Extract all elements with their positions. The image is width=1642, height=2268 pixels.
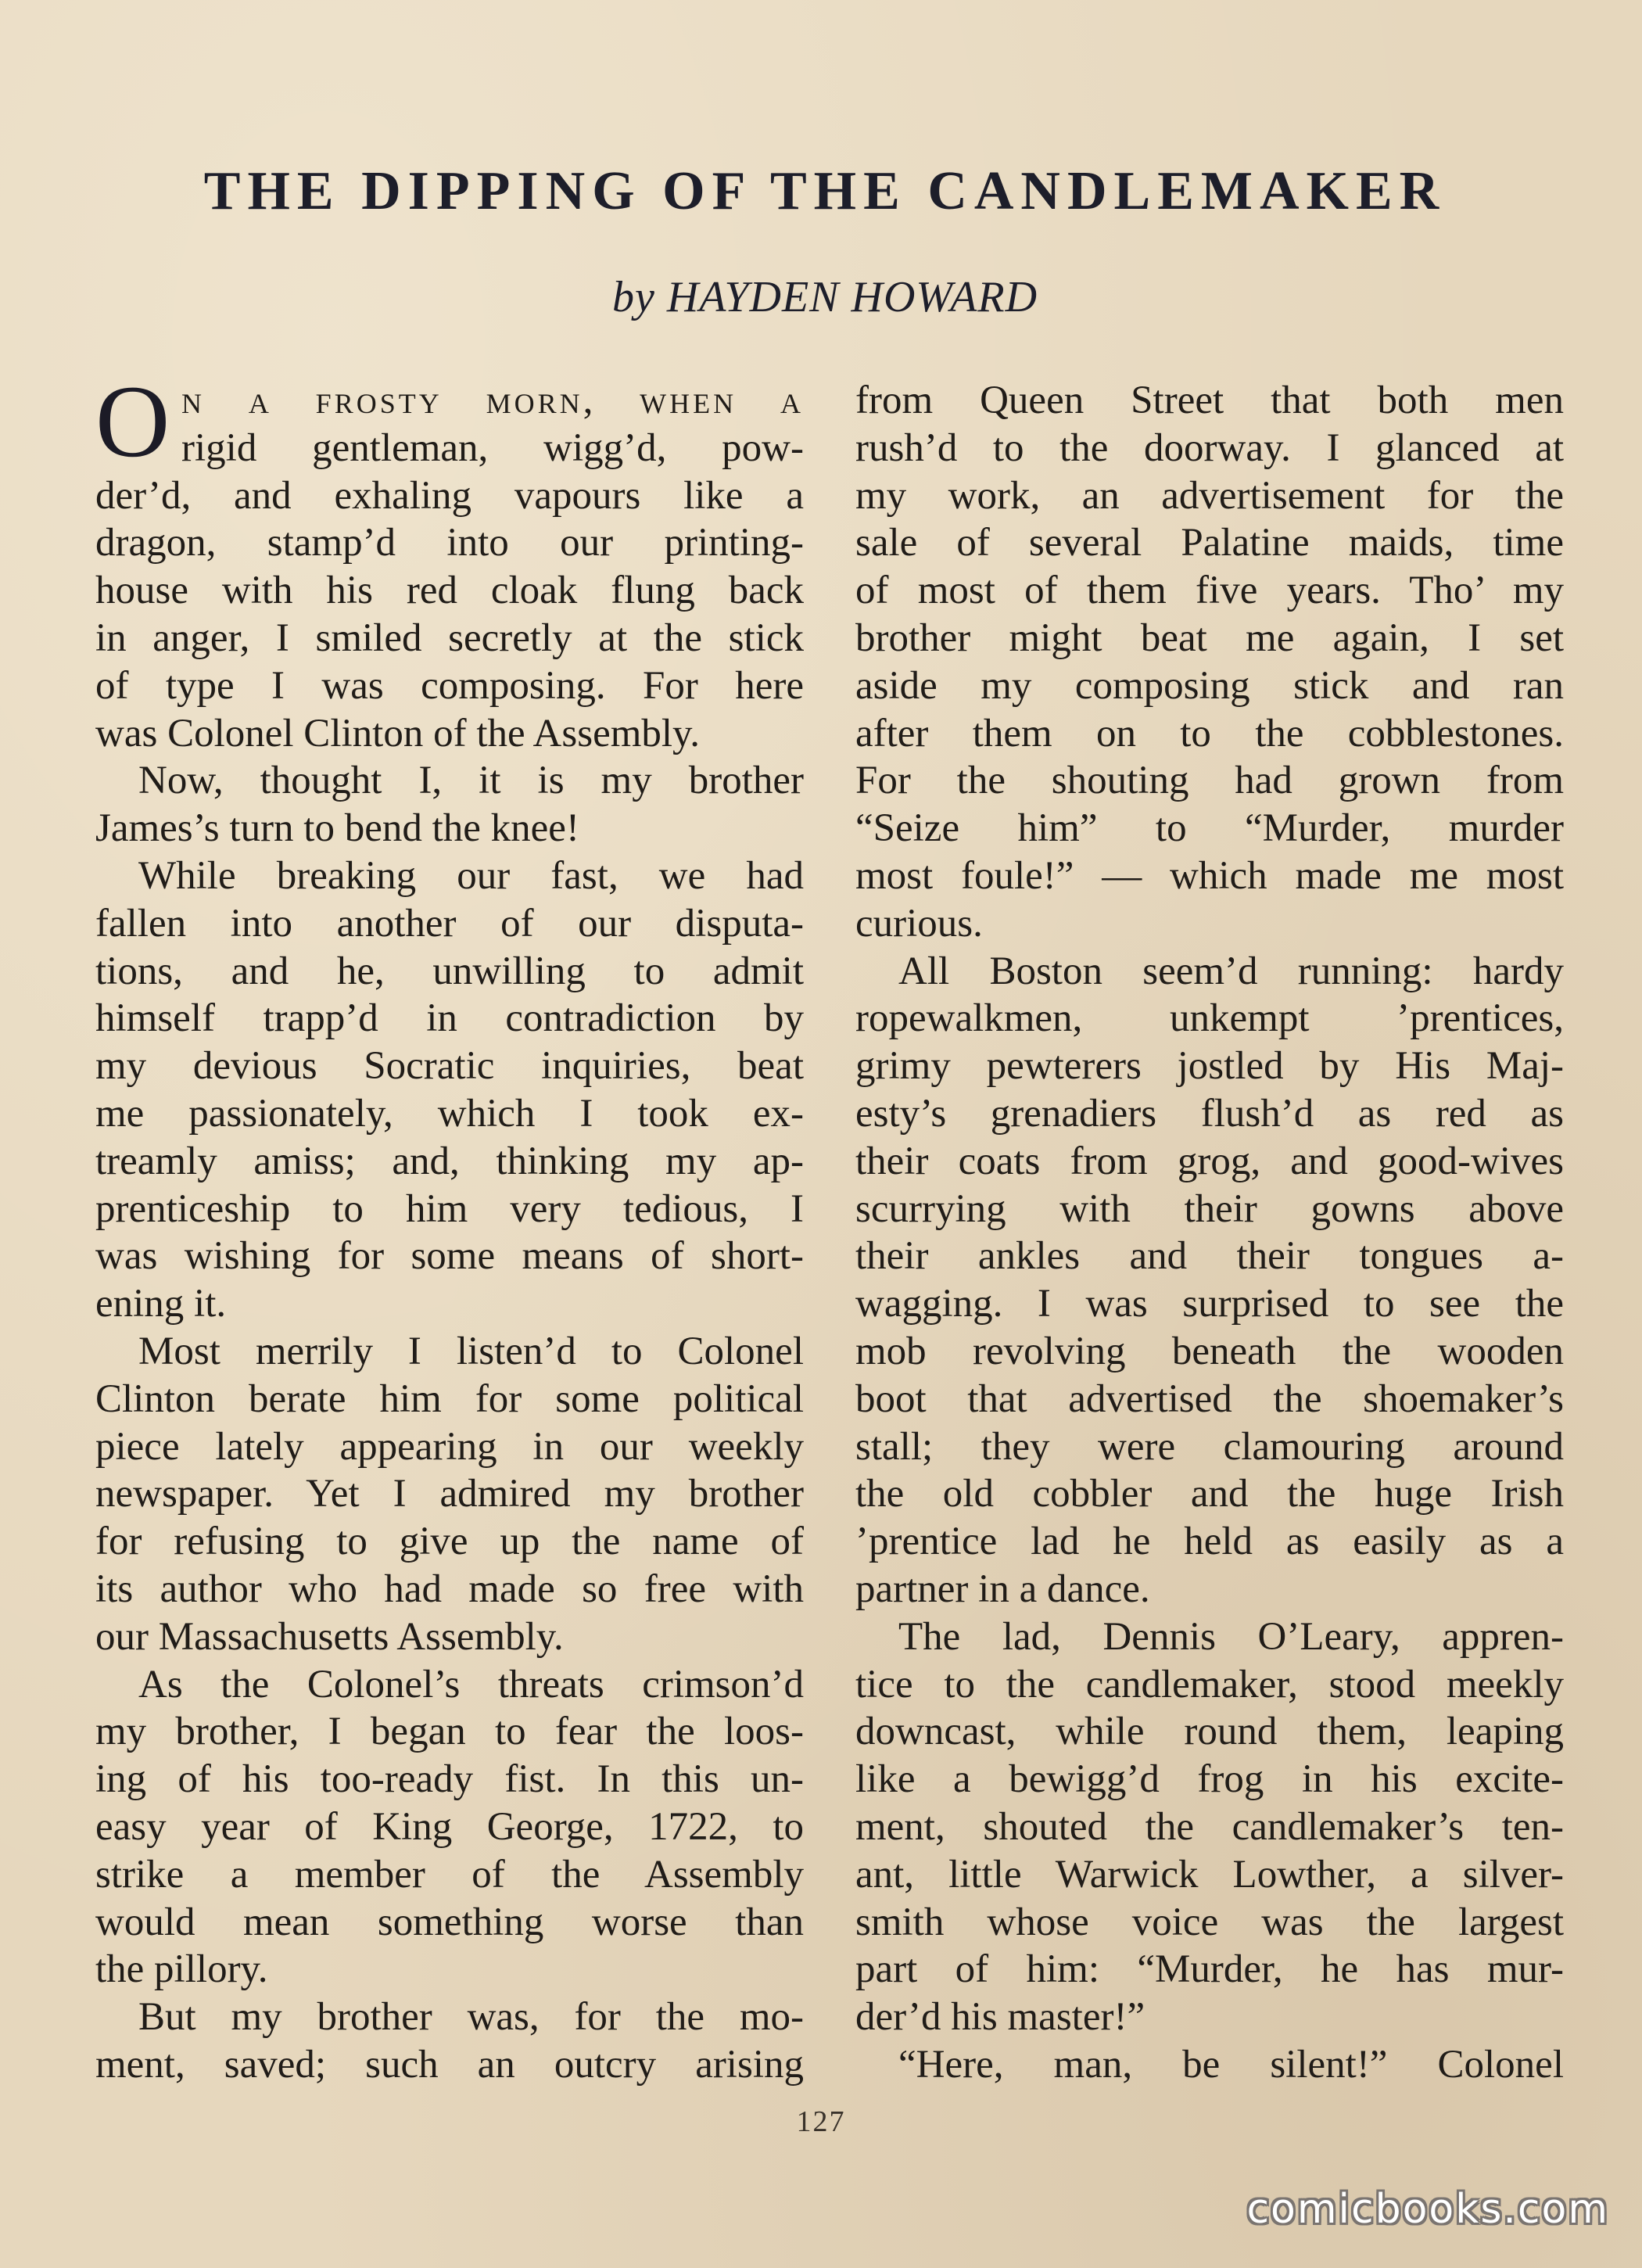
text-line: partner in a dance.: [855, 1566, 1150, 1611]
text-line: the old cobbler and the huge Irish: [855, 1472, 1564, 1516]
text-line: stall; they were clamouring around: [855, 1424, 1564, 1469]
story-title: THE DIPPING OF THE CANDLEMAKER: [203, 161, 1447, 221]
text-line: boot that advertised the shoemaker’s: [855, 1376, 1564, 1421]
text-line: mob revolving beneath the wooden: [855, 1329, 1564, 1373]
text-line: ’prentice lad he held as easily as a: [855, 1520, 1564, 1564]
text-line: James’s turn to bend the knee!: [95, 806, 579, 851]
text-line: strike a member of the Assembly: [95, 1852, 804, 1897]
text-line: prenticeship to him very tedious, I: [95, 1186, 804, 1231]
text-line: ening it.: [95, 1282, 227, 1326]
text-line: But my brother was, for the mo-: [138, 1995, 804, 2040]
text-line: All Boston seem’d running: hardy: [898, 949, 1564, 993]
text-line: brother might beat me again, I set: [855, 615, 1564, 660]
text-line: me passionately, which I took ex-: [95, 1091, 804, 1136]
text-line: newspaper. Yet I admired my brother: [95, 1472, 804, 1516]
text-line: aside my composing stick and ran: [855, 663, 1564, 708]
text-line: scurrying with their gowns above: [855, 1186, 1564, 1231]
text-line: der’d, and exhaling vapours like a: [95, 473, 804, 518]
text-line: the pillory.: [95, 1947, 268, 1992]
text-line: While breaking our fast, we had: [138, 853, 804, 898]
text-line: wagging. I was surprised to see the: [855, 1282, 1564, 1326]
text-line: from Queen Street that both men: [855, 379, 1564, 422]
drop-cap: O: [95, 364, 170, 479]
text-line: “Seize him” to “Murder, murder: [855, 806, 1564, 851]
text-line: its author who had made so free with: [95, 1566, 804, 1611]
text-line: of most of them five years. Tho’ my: [855, 569, 1564, 613]
text-line: ant, little Warwick Lowther, a silver-: [855, 1852, 1564, 1897]
text-line: esty’s grenadiers flush’d as red as: [855, 1091, 1564, 1136]
text-line: As the Colonel’s threats crimson’d: [138, 1662, 804, 1706]
text-line: their coats from grog, and good-wives: [855, 1139, 1564, 1183]
text-line: Now, thought I, it is my brother: [138, 759, 804, 803]
text-line: my work, an advertisement for the: [855, 473, 1564, 518]
text-line: our Massachusetts Assembly.: [95, 1614, 564, 1659]
text-line: grimy pewterers jostled by His Maj-: [855, 1044, 1564, 1089]
text-line: their ankles and their tongues a-: [855, 1234, 1564, 1279]
text-line: dragon, stamp’d into our printing-: [95, 521, 804, 565]
text-line: most foule!” — which made me most: [855, 853, 1564, 898]
text-line: piece lately appearing in our weekly: [95, 1424, 804, 1469]
text-line: For the shouting had grown from: [855, 759, 1564, 803]
text-line: was wishing for some means of short-: [95, 1234, 804, 1279]
text-line: der’d his master!”: [855, 1995, 1145, 2040]
text-column-left: [95, 364, 804, 2089]
text-line: Clinton berate him for some political: [95, 1376, 804, 1421]
text-line: for refusing to give up the name of: [95, 1520, 804, 1564]
text-line: in anger, I smiled secretly at the stick: [95, 615, 804, 660]
text-line: The lad, Dennis O’Leary, appren-: [898, 1614, 1564, 1659]
text-line: ment, shouted the candlemaker’s ten-: [855, 1804, 1564, 1849]
text-line: ropewalkmen, unkempt ’prentices,: [855, 996, 1564, 1041]
text-line: tions, and he, unwilling to admit: [95, 949, 804, 993]
text-line: part of him: “Murder, he has mur-: [855, 1947, 1564, 1992]
text-line: rush’d to the doorway. I glanced at: [855, 425, 1564, 470]
text-line: treamly amiss; and, thinking my ap-: [95, 1139, 804, 1183]
text-line: my brother, I began to fear the loos-: [95, 1710, 804, 1754]
site-watermark: comicbooks.com: [1246, 2186, 1609, 2233]
text-line: would mean something worse than: [95, 1900, 804, 1944]
text-line: house with his red cloak flung back: [95, 569, 804, 613]
text-line: downcast, while round them, leaping: [855, 1710, 1564, 1754]
text-line: n a frosty morn, when a: [181, 379, 804, 422]
text-line: fallen into another of our disputa-: [95, 901, 804, 946]
text-line: smith whose voice was the largest: [855, 1900, 1564, 1944]
text-line: ment, saved; such an outcry arising: [95, 2042, 804, 2087]
text-line: “Here, man, be silent!” Colonel: [898, 2042, 1564, 2087]
text-line: curious.: [855, 901, 983, 946]
text-line: of type I was composing. For here: [95, 663, 804, 708]
text-line: himself trapp’d in contradiction by: [95, 996, 804, 1041]
text-line: like a bewigg’d frog in his excite-: [855, 1757, 1564, 1802]
text-line: my devious Socratic inquiries, beat: [95, 1044, 804, 1089]
text-line: sale of several Palatine maids, time: [855, 521, 1564, 565]
text-line: ing of his too-ready fist. In this un-: [95, 1757, 804, 1802]
text-line: rigid gentleman, wigg’d, pow-: [181, 425, 804, 470]
text-line: tice to the candlemaker, stood meekly: [855, 1662, 1564, 1706]
text-line: after them on to the cobblestones.: [855, 711, 1564, 755]
text-column-right: [855, 377, 1564, 2089]
text-line: Most merrily I listen’d to Colonel: [138, 1329, 804, 1373]
text-line: was Colonel Clinton of the Assembly.: [95, 711, 700, 755]
page-number: 127: [796, 2105, 846, 2138]
text-line: easy year of King George, 1722, to: [95, 1804, 804, 1849]
author-byline: by HAYDEN HOWARD: [611, 273, 1038, 321]
